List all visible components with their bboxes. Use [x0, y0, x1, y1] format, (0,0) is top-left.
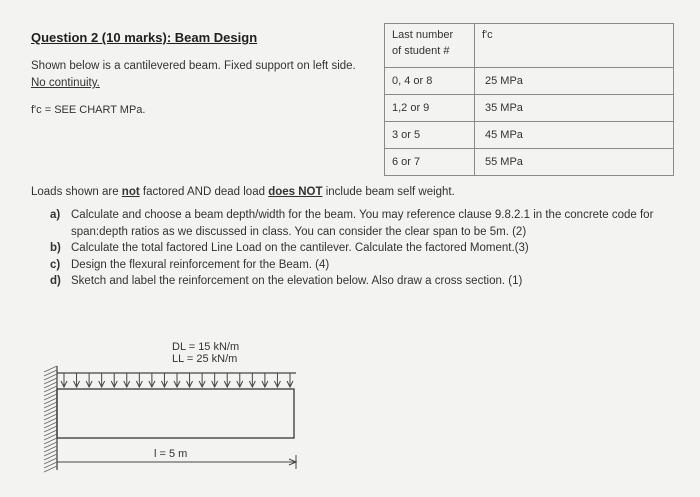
load-arrow [124, 373, 130, 387]
fixed-support [44, 366, 57, 472]
load-arrow [174, 373, 180, 387]
row-digits: 0, 4 or 8 [385, 68, 475, 95]
row-digits: 3 or 5 [385, 122, 475, 149]
load-arrow [224, 373, 230, 387]
intro-text: Shown below is a cantilevered beam. Fixed support on left side. [31, 60, 356, 72]
span-label: l = 5 m [154, 448, 188, 460]
loads-note-part: include beam self weight. [322, 186, 455, 198]
load-arrow [237, 373, 243, 387]
row-fc: 45 MPa [475, 122, 674, 149]
load-arrow [262, 373, 268, 387]
load-arrow [161, 373, 167, 387]
question-title: Question 2 (10 marks): Beam Design [31, 30, 258, 45]
load-arrow [61, 373, 67, 387]
row-digits: 1,2 or 9 [385, 95, 475, 122]
header-line-2: of student # [392, 45, 450, 57]
load-arrow [249, 373, 255, 387]
task-label: c) [50, 258, 61, 271]
load-arrow [111, 373, 117, 387]
task-label: d) [50, 275, 61, 287]
task-label: a) [50, 209, 61, 221]
row-fc: 25 MPa [475, 68, 674, 95]
load-arrow [136, 373, 142, 387]
header-fc: f'c [475, 24, 674, 68]
intro-no-continuity: No continuity. [31, 77, 100, 89]
beam-elevation [57, 389, 294, 438]
load-arrow [199, 373, 205, 387]
loads-note-part: Loads shown are [31, 186, 122, 198]
task-text: Design the flexural reinforcement for the Beam. (4) [71, 258, 330, 271]
header-line-1: Last number [392, 29, 454, 41]
distributed-load-arrows [61, 373, 293, 387]
task-text: Calculate and choose a beam depth/width for the beam. You may reference clause 9.8.2.1 in the concrete code for span:depth ratios as we discussed in class. You can consider the clear span to be 5m. (2) [71, 209, 654, 238]
row-fc: 35 MPa [475, 95, 674, 122]
load-arrow [287, 373, 293, 387]
loads-note-emphasis: does NOT [268, 186, 323, 198]
task-label: b) [50, 242, 61, 254]
dl-label: DL = 15 kN/m [172, 341, 240, 353]
task-text: Sketch and label the reinforcement on the elevation below. Also draw a cross section. (1) [71, 275, 523, 287]
fc-note: f'c = SEE CHART MPa. [31, 104, 146, 116]
load-arrow [74, 373, 80, 387]
row-fc: 55 MPa [475, 149, 674, 176]
load-arrow [86, 373, 92, 387]
load-arrow [99, 373, 105, 387]
loads-note-emphasis: not [121, 186, 140, 198]
task-text: Calculate the total factored Line Load on the cantilever. Calculate the factored Moment.(3) [71, 242, 529, 254]
loads-note-part: factored AND dead load [139, 186, 269, 198]
load-arrow [274, 373, 280, 387]
ll-label: LL = 25 kN/m [172, 353, 238, 365]
load-arrow [149, 373, 155, 387]
row-digits: 6 or 7 [385, 149, 475, 176]
load-arrow [212, 373, 218, 387]
load-arrow [187, 373, 193, 387]
